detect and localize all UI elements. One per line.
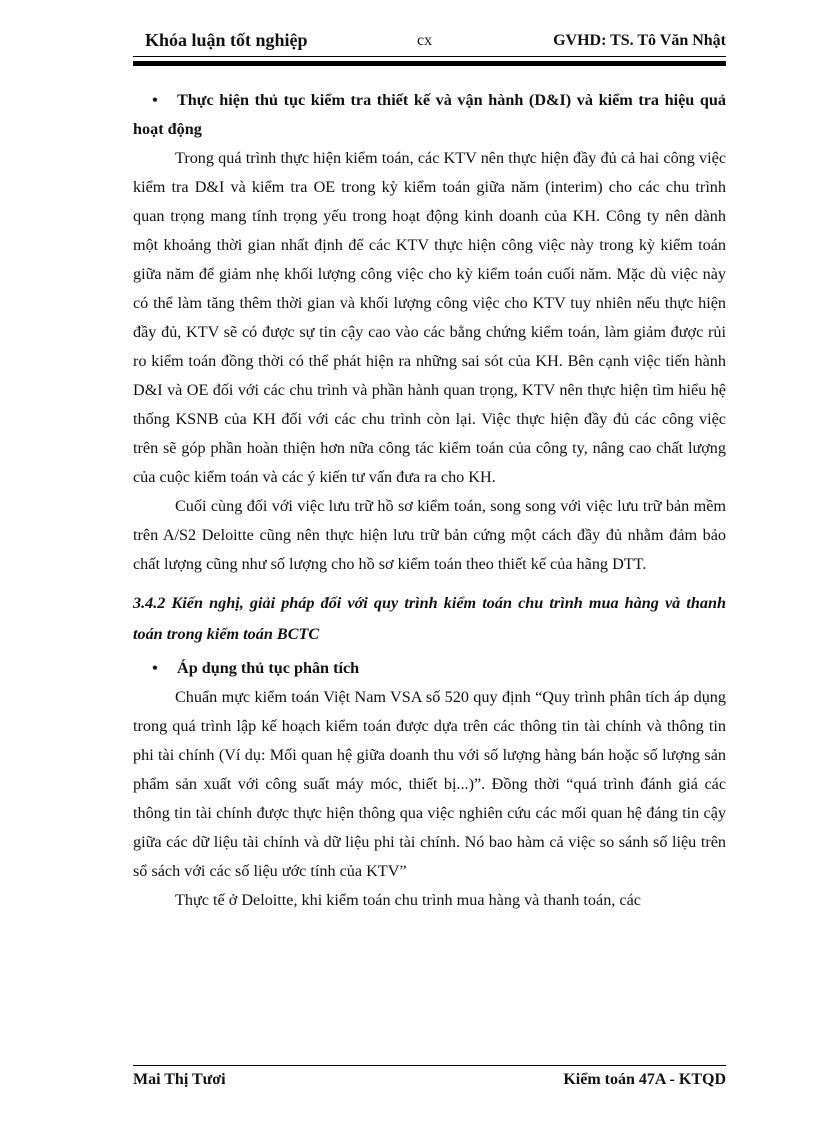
page-header: [133, 30, 726, 56]
footer-author: Mai Thị Tươi: [133, 1071, 226, 1088]
bullet-heading-text: Thực hiện thủ tục kiểm tra thiết kế và vận hành (D&I) và kiểm tra hiệu quả hoạt động: [133, 91, 726, 138]
bullet-heading-text: Áp dụng thủ tục phân tích: [177, 659, 360, 677]
header-thin-rule: [133, 56, 726, 57]
paragraph: Cuối cùng đối với việc lưu trữ hồ sơ kiểm toán, song song với việc lưu trữ bản mềm trên A/S2 Deloitte cũng nên thực hiện lưu trữ bản cứng một cách đầy đủ nhằm đảm bảo chất lượng cũng như số lượng cho hồ sơ kiểm toán theo thiết kế của hãng DTT.: [133, 497, 726, 573]
section-heading: 3.4.2 Kiến nghị, giải pháp đối với quy trình kiểm toán chu trình mua hàng và thanh toán trong kiểm toán BCTC: [133, 594, 726, 643]
bullet-dot-icon: •: [152, 659, 158, 677]
footer-rule: [133, 1065, 726, 1066]
page-footer: [133, 1071, 726, 1095]
bullet-heading: [133, 654, 726, 683]
footer-class: Kiểm toán 47A - KTQD: [563, 1071, 726, 1088]
header-thesis-title: Khóa luận tốt nghiệp: [145, 30, 308, 50]
bullet-heading: [133, 86, 726, 144]
page-body: [133, 86, 726, 915]
header-page-number: cx: [417, 32, 433, 49]
header-supervisor: GVHD: TS. Tô Văn Nhật: [553, 32, 726, 49]
paragraph: Thực tế ở Deloitte, khi kiểm toán chu trình mua hàng và thanh toán, các: [175, 891, 641, 909]
paragraph: Chuẩn mực kiểm toán Việt Nam VSA số 520 quy định “Quy trình phân tích áp dụng trong quá trình lập kế hoạch kiểm toán được dựa trên các thông tin tài chính và thông tin phi tài chính (Ví dụ: Mối quan hệ giữa doanh thu với số lượng hàng bán hoặc số lượng sản phẩm sản xuất với công suất máy móc, thiết bị...)”. Đồng thời “quá trình đánh giá các thông tin tài chính được thực hiện thông qua việc nghiên cứu các mối quan hệ đáng tin cậy giữa các dữ liệu tài chính và dữ liệu phi tài chính. Nó bao hàm cả việc so sánh số liệu trên sổ sách với các số liệu ước tính của KTV”: [133, 688, 726, 880]
bullet-dot-icon: •: [152, 91, 158, 109]
paragraph: Trong quá trình thực hiện kiểm toán, các KTV nên thực hiện đầy đủ cả hai công việc kiểm tra D&I và kiểm tra OE trong kỳ kiểm toán giữa năm (interim) cho các chu trình quan trọng mang tính trọng yếu trong hoạt động kinh doanh của KH. Công ty nên dành một khoảng thời gian nhất định để các KTV thực hiện công việc này trong kỳ kiểm toán giữa năm để giảm nhẹ khối lượng công việc cho kỳ kiểm toán cuối năm. Mặc dù việc này có thể làm tăng thêm thời gian và khối lượng công việc cho KTV tuy nhiên nếu thực hiện đầy đủ, KTV sẽ có được sự tin cậy cao vào các bằng chứng kiểm toán, làm giảm được rủi ro kiểm toán đồng thời có thể phát hiện ra những sai sót của KH. Bên cạnh việc tiến hành D&I và OE đối với các chu trình và phần hành quan trọng, KTV nên thực hiện tìm hiểu hệ thống KSNB của KH đối với các chu trình còn lại. Việc thực hiện đầy đủ các công việc trên sẽ góp phần hoàn thiện hơn nữa công tác kiểm toán của công ty, nâng cao chất lượng của cuộc kiểm toán và các ý kiến tư vấn đưa ra cho KH.: [133, 149, 726, 486]
header-thick-rule: [133, 61, 726, 66]
